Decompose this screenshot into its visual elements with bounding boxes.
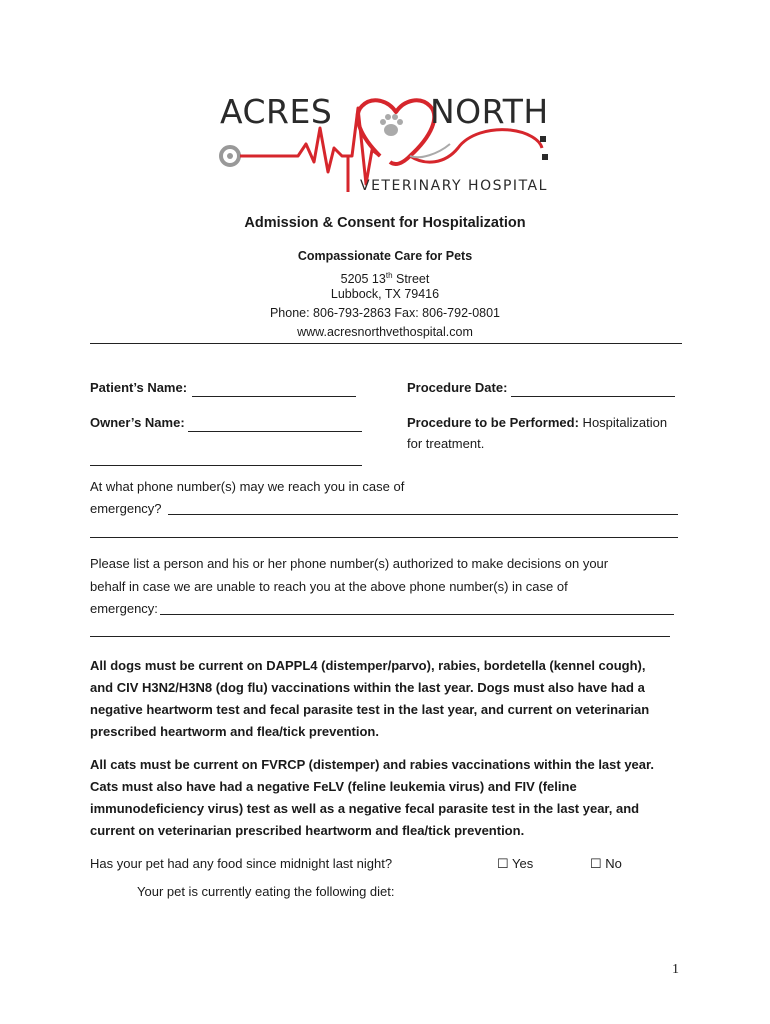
procedure-date-label: Procedure Date:	[407, 380, 508, 395]
dog-requirement-line: negative heartworm test and fecal parasite test in the last year, and current on veterinarian	[90, 702, 650, 717]
hospital-logo	[210, 88, 560, 198]
cat-requirement-line: immunodeficiency virus) test as well as a negative fecal parasite test in the last year, and	[90, 801, 640, 816]
tagline: Compassionate Care for Pets	[297, 249, 473, 263]
dog-requirement-line: prescribed heartworm and flea/tick prevention.	[90, 724, 379, 739]
phone-fax: Phone: 806-793-2863 Fax: 806-792-0801	[269, 306, 501, 320]
cat-requirement-line: current on veterinarian prescribed heartworm and flea/tick prevention.	[90, 823, 525, 838]
dog-requirement-line: and CIV H3N2/H3N8 (dog flu) vaccinations within the last year. Dogs must also have had a	[90, 680, 645, 695]
emergency-phone-question: At what phone number(s) may we reach you in case of	[90, 479, 405, 494]
patient-name-field[interactable]	[192, 396, 356, 397]
logo-word-acres: ACRES	[220, 92, 333, 131]
authorized-person-field-line2[interactable]	[90, 636, 670, 637]
cat-requirement-line: Cats must also have had a negative FeLV (feline leukemia virus) and FIV (feline	[90, 779, 577, 794]
cat-requirement-line: All cats must be current on FVRCP (distemper) and rabies vaccinations within the last year.	[90, 757, 654, 772]
header-divider	[90, 343, 682, 344]
owner-name-field[interactable]	[188, 431, 362, 432]
website-link[interactable]: www.acresnorthvethospital.com	[297, 325, 473, 339]
emergency-phone-field-line2[interactable]	[90, 537, 678, 538]
emergency-phone-question-cont: emergency?	[90, 501, 162, 516]
cat-vaccination-requirements	[90, 754, 680, 842]
owner-name-field-line2[interactable]	[90, 465, 362, 466]
food-question: Has your pet had any food since midnight last night?	[90, 856, 393, 871]
authorized-person-question-2: behalf in case we are unable to reach you at the above phone number(s) in case of	[90, 579, 568, 594]
authorized-person-question-1: Please list a person and his or her phone number(s) authorized to make decisions on your	[90, 556, 609, 571]
food-yes-checkbox[interactable]: ☐ Yes	[497, 856, 534, 871]
city-state-zip: Lubbock, TX 79416	[330, 287, 440, 301]
street-suffix: th	[385, 271, 393, 280]
authorized-person-field[interactable]	[160, 614, 674, 615]
dog-vaccination-requirements	[90, 655, 680, 743]
paw-print-icon	[376, 110, 406, 140]
page-number: 1	[672, 962, 679, 977]
logo-subtitle: VETERINARY HOSPITAL	[360, 178, 548, 194]
procedure-date-field[interactable]	[511, 396, 675, 397]
dog-requirement-line: All dogs must be current on DAPPL4 (distemper/parvo), rabies, bordetella (kennel cough),	[90, 658, 646, 673]
emergency-phone-field[interactable]	[168, 514, 678, 515]
procedure-performed-value-cont: for treatment.	[407, 436, 485, 451]
street-number: 5205 13	[340, 272, 386, 287]
procedure-performed-label: Procedure to be Performed:	[407, 415, 579, 430]
procedure-performed-value: Hospitalization	[578, 415, 668, 430]
document-title: Admission & Consent for Hospitalization	[244, 215, 526, 231]
authorized-person-question-3: emergency:	[90, 601, 158, 616]
street-name: Street	[392, 272, 430, 287]
current-diet-label: Your pet is currently eating the following diet:	[137, 884, 395, 899]
food-no-checkbox[interactable]: ☐ No	[590, 856, 622, 871]
owner-name-label: Owner’s Name:	[90, 415, 185, 430]
patient-name-label: Patient’s Name:	[90, 380, 188, 395]
procedure-performed	[407, 415, 667, 430]
logo-word-north: NORTH	[430, 92, 549, 131]
